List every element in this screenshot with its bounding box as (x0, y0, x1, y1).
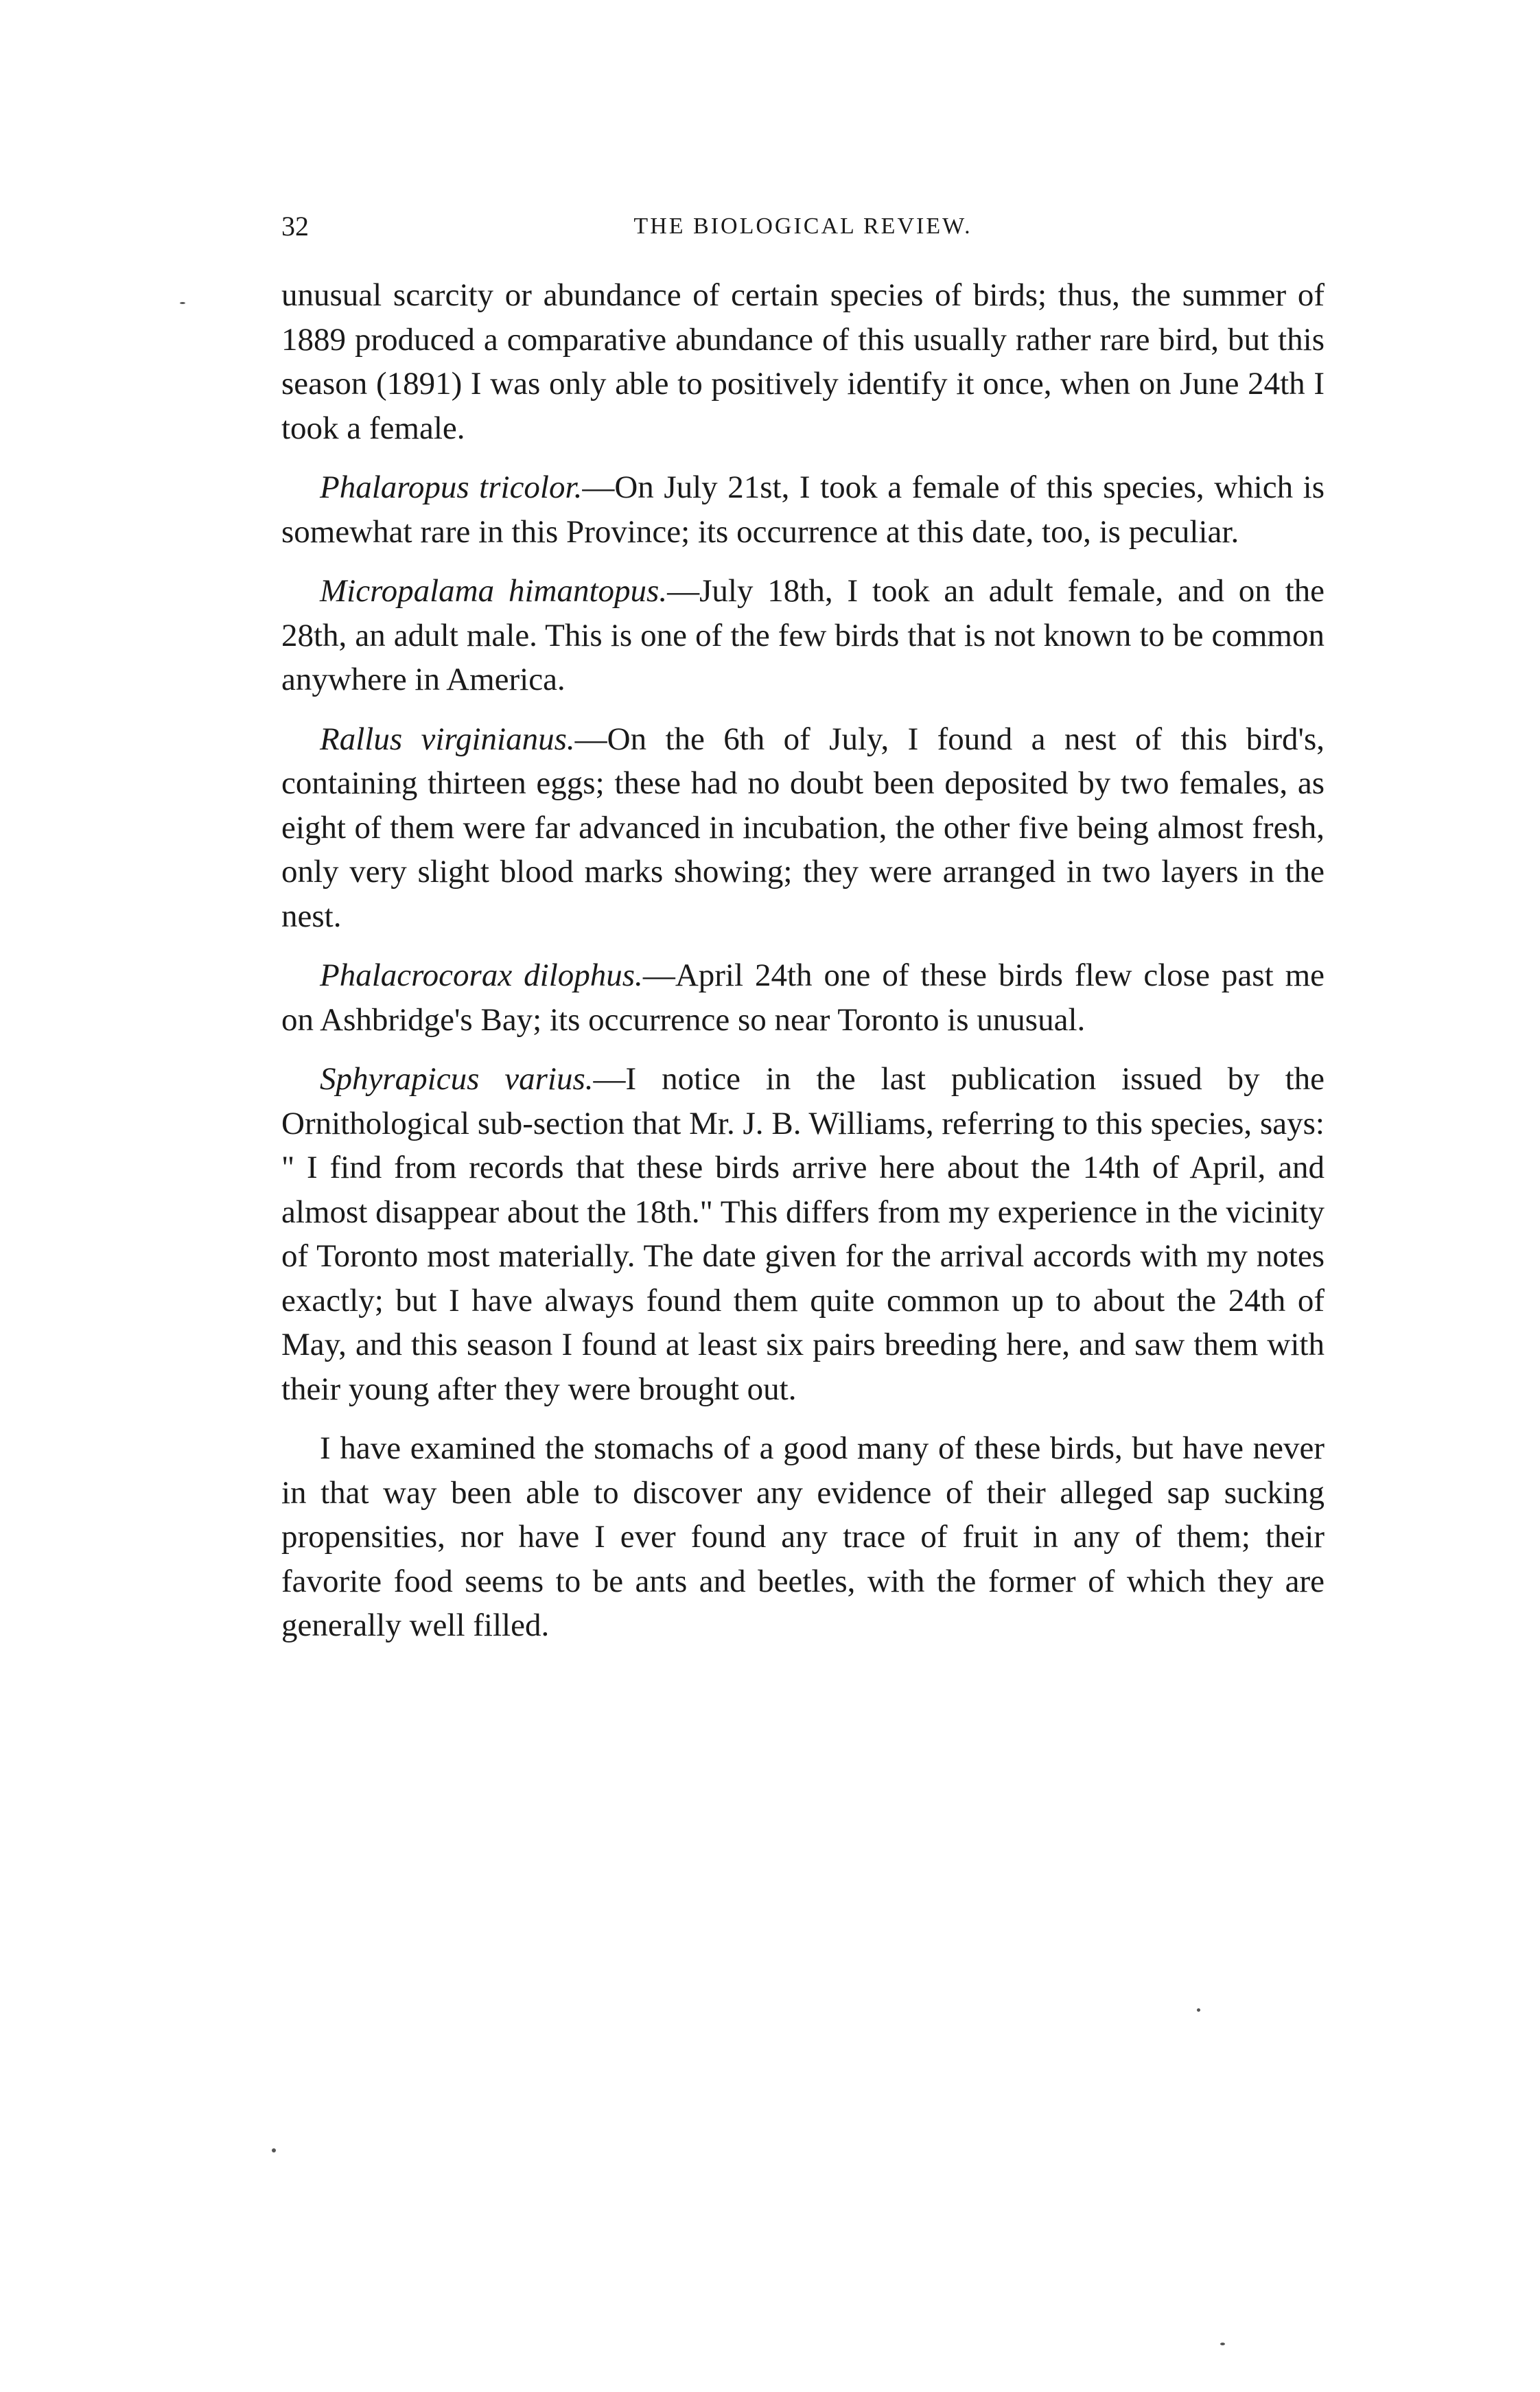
scan-speck (1197, 2008, 1200, 2012)
paragraph-text: —On the 6th of July, I found a nest of this bird's, containing thirteen eggs; these had no doubt been deposited by two females, as eight of them were far advanced in incubation, the other five being almost fresh, only very slight blood marks showing; they were arranged in two layers in the nest. (281, 721, 1325, 934)
body-text (281, 273, 1325, 1648)
paragraph-text: unusual scarcity or abundance of certain species of birds; thus, the summer of 1889 produced a comparative abundance of this usually rather rare bird, but this season (1891) I was only able to positively identify it once, when on June 24th I took a female. (281, 277, 1325, 446)
paragraph-text: —July 18th, I took an adult female, and on the 28th, an adult male. This is one of the few birds that is not known to be common anywhere in America. (281, 573, 1325, 697)
paragraph-micropalama (281, 569, 1325, 702)
species-name: Micropalama himantopus. (320, 573, 668, 609)
paragraph-text: —April 24th one of these birds flew close past me on Ashbridge's Bay; its occurrence so near Toronto is unusual. (281, 957, 1325, 1038)
species-name: Phalaropus tricolor. (320, 469, 583, 505)
paragraph-text: I have examined the stomachs of a good many of these birds, but have never in that way been able to discover any evidence of their alleged sap sucking propensities, nor have I ever found any trace of fruit in any of them; their favorite food seems to be ants and beetles, with the former of which they are generally well filled. (281, 1430, 1325, 1643)
scan-speck (1220, 2343, 1225, 2345)
species-name: Rallus virginianus. (320, 721, 575, 757)
paragraph-rallus (281, 717, 1325, 939)
scan-speck (180, 302, 185, 304)
paragraph-text: —On July 21st, I took a female of this species, which is somewhat rare in this Province; its occurrence at this date, too, is peculiar. (281, 469, 1325, 550)
paragraph-continued (281, 273, 1325, 450)
paragraph-phalaropus (281, 465, 1325, 554)
scan-speck (272, 2148, 276, 2152)
paragraph-stomachs (281, 1426, 1325, 1648)
species-name: Phalacrocorax dilophus. (320, 957, 643, 993)
running-title: THE BIOLOGICAL REVIEW. (633, 213, 972, 239)
running-head (281, 206, 1325, 247)
species-name: Sphyrapicus varius. (320, 1061, 594, 1097)
paragraph-sphyrapicus (281, 1057, 1325, 1411)
page-number: 32 (281, 211, 309, 242)
book-page (281, 206, 1325, 1663)
paragraph-text: —I notice in the last publication issued by the Ornithological sub-section that Mr. J. B. Williams, referring to this species, says: " I find from records that these birds arrive here about the 14th of April, and almost disappear about the 18th." This differs from my experience in the vicinity of Toronto most materially. The date given for the arrival accords with my notes exactly; but I have always found them quite common up to about the 24th of May, and this season I found at least six pairs breeding here, and saw them with their young after they were brought out. (281, 1061, 1325, 1407)
paragraph-phalacrocorax (281, 953, 1325, 1042)
